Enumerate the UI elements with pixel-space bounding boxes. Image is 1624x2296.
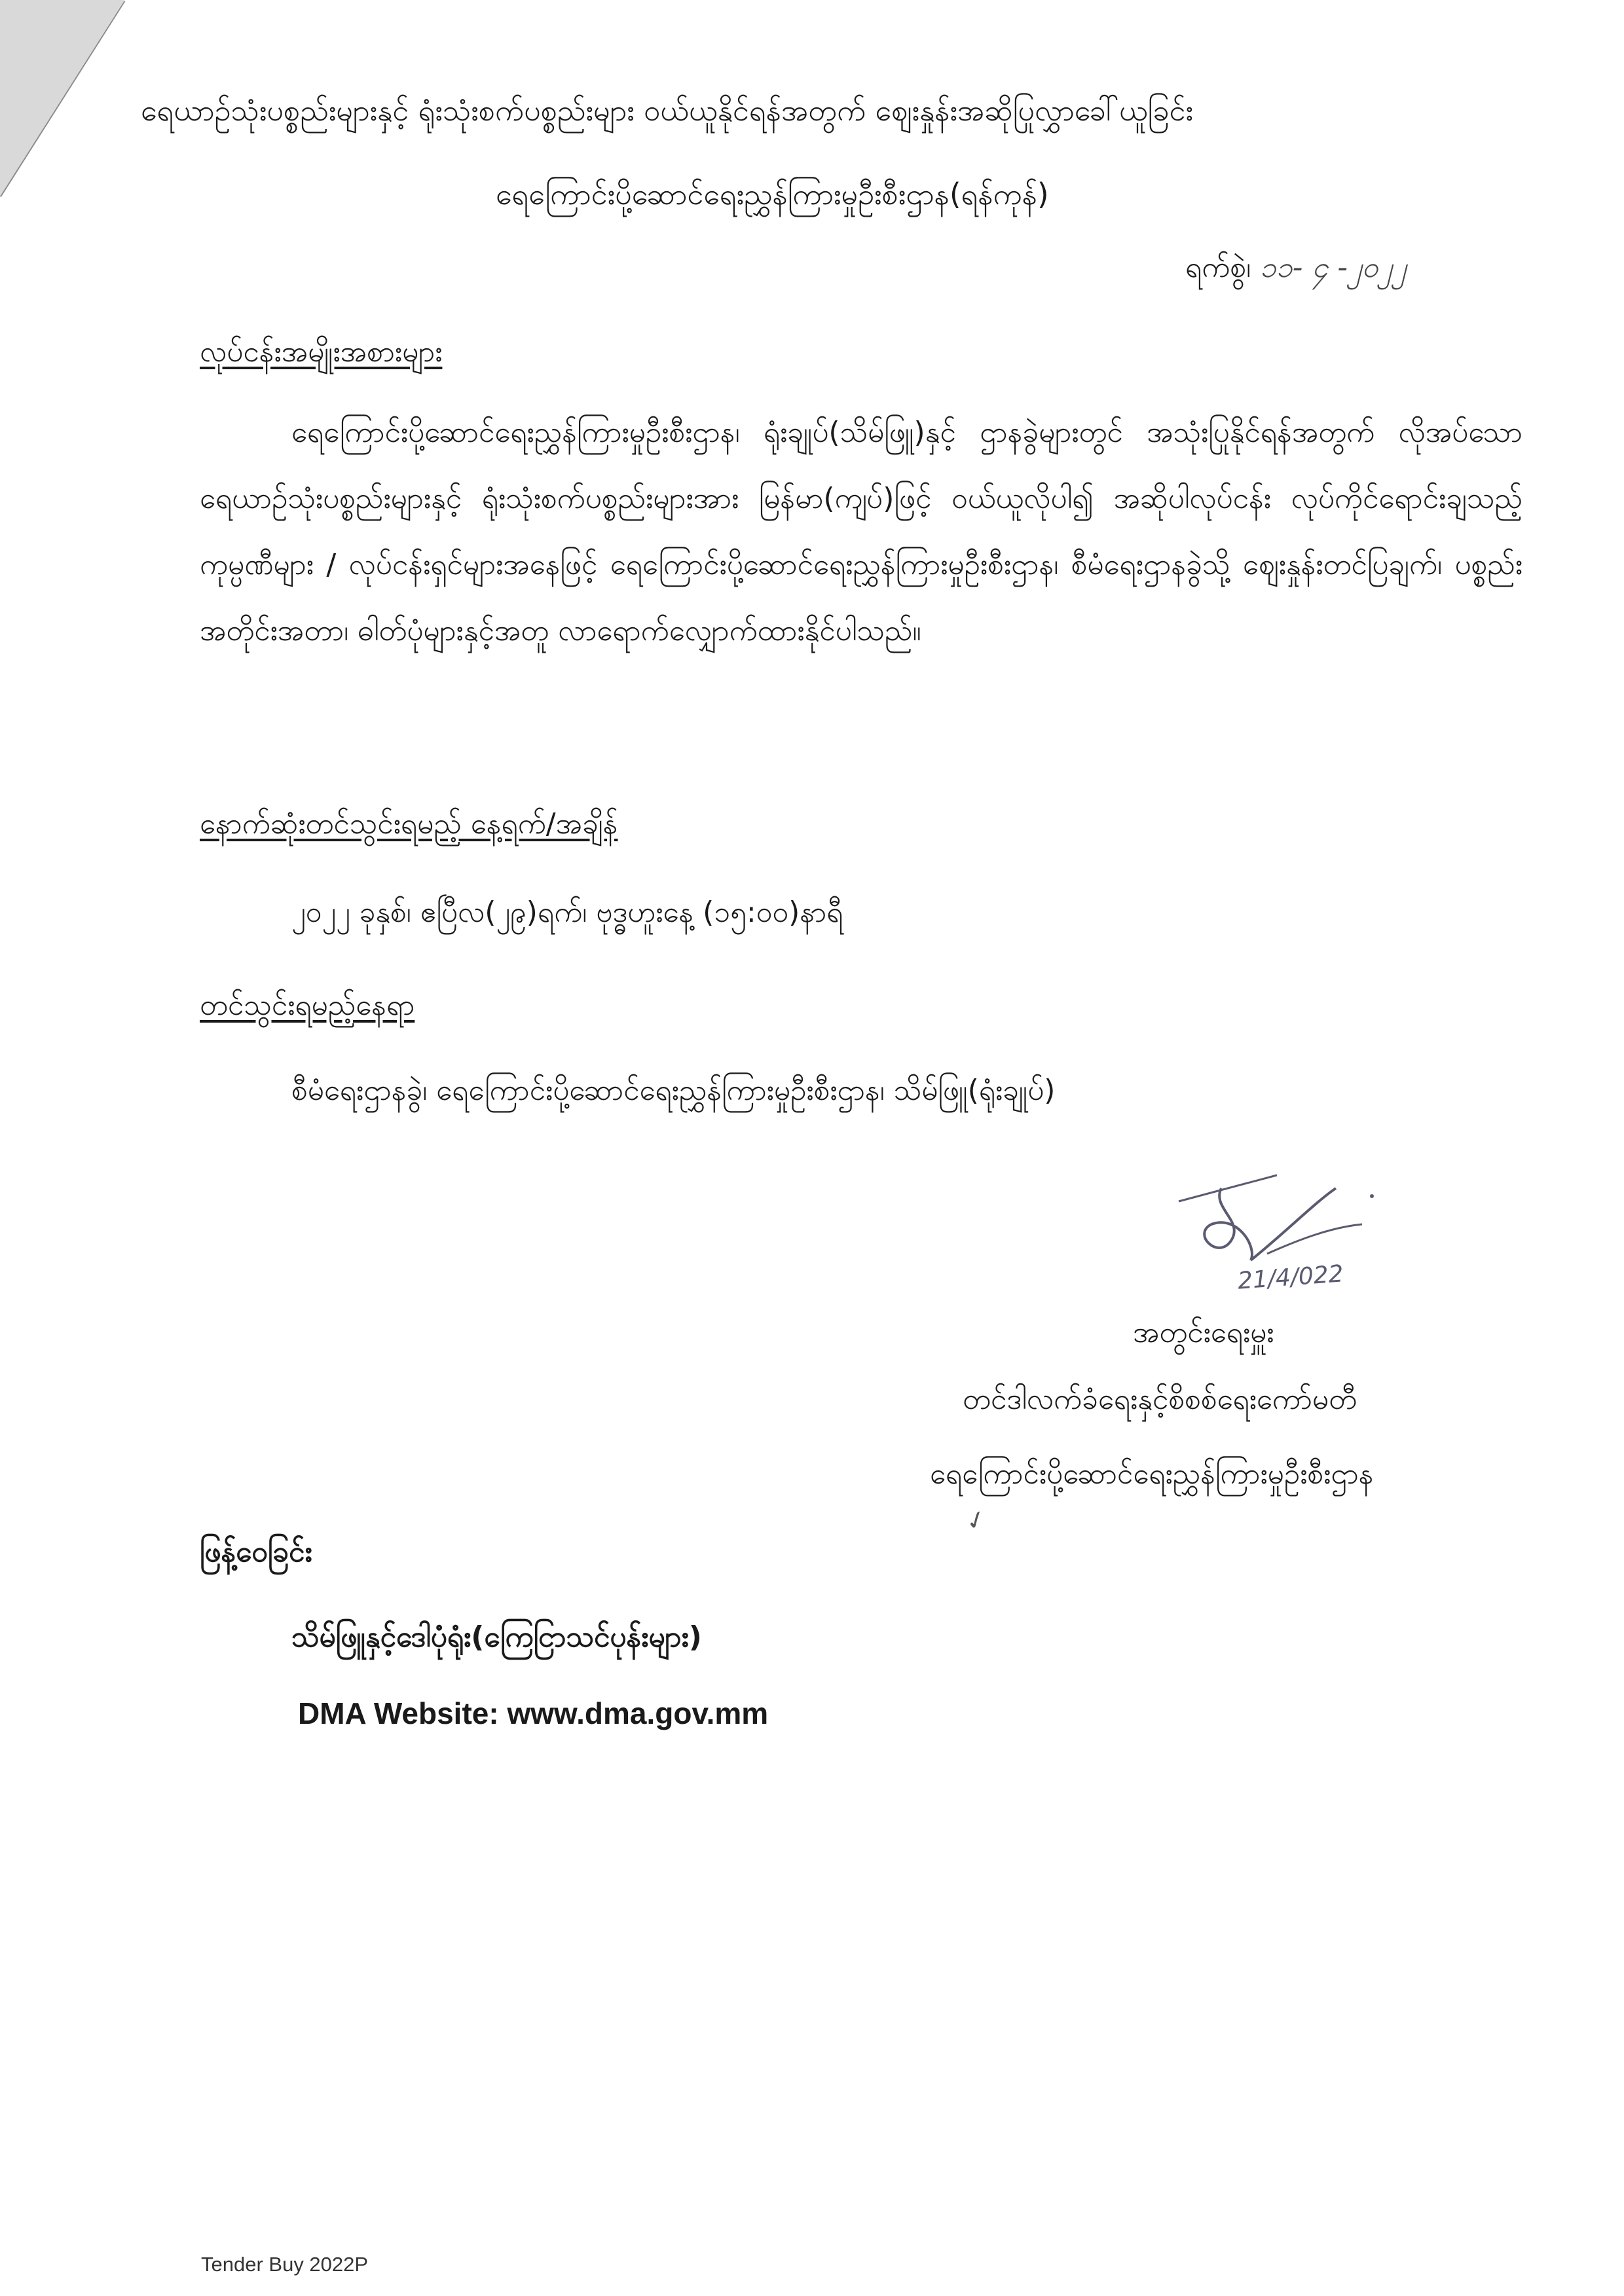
section-body-work-type: ရေကြောင်းပို့ဆောင်ရေးညွှန်ကြားမှုဦးစီးဌာန၊ ရုံးချုပ်(သိမ်ဖြူ)နှင့် ဌာနခွဲများတွင် အသုံးပြုနိုင်ရန်အတွက် လိုအပ်သော ရေယာဉ်သုံးပစ္စည်းများနှင့် ရုံးသုံးစက်ပစ္စည်းများအား မြန်မာ(ကျပ်)ဖြင့် ဝယ်ယူလိုပါ၍ အဆိုပါလုပ်ငန်း လုပ်ကိုင်ရောင်းချသည့် ကုမ္ပဏီများ / လုပ်ငန်းရှင်များအနေဖြင့် ရေကြောင်းပို့ဆောင်ရေးညွှန်ကြားမှုဦးစီးဌာန၊ စီမံရေးဌာနခွဲသို့ ဈေးနှုန်းတင်ပြချက်၊ ပစ္စည်းအတိုင်းအတာ၊ ဓါတ်ပုံများနှင့်အတူ လာရောက်လျှောက်ထားနိုင်ပါသည်။ bbox=[200, 416, 1523, 647]
footer-text: Tender Buy 2022P bbox=[201, 2253, 369, 2276]
distribution-heading: ဖြန့်ဝေခြင်း bbox=[200, 1535, 312, 1569]
website-link[interactable]: www.dma.gov.mm bbox=[507, 1696, 769, 1730]
date-label: ရက်စွဲ၊ bbox=[1185, 251, 1251, 284]
section-heading-submission-place: တင်သွင်းရမည့်နေရာ bbox=[200, 989, 415, 1022]
department-name: ရေကြောင်းပို့ဆောင်ရေးညွှန်ကြားမှုဦးစီးဌာန(ရန်ကုန်) bbox=[496, 177, 1049, 211]
date-value: ၁၁- ၄ -၂၀၂၂ bbox=[1260, 251, 1407, 284]
distribution-item: သိမ်ဖြူနှင့်ဒေါပုံရုံး(ကြေငြာသင်ပုန်းများ) bbox=[291, 1620, 702, 1654]
website-line bbox=[298, 1696, 768, 1732]
website-label: DMA Website: bbox=[298, 1696, 499, 1730]
signature-date: 21/4/022 bbox=[1236, 1260, 1344, 1295]
signatory-position: တင်ဒါလက်ခံရေးနှင့်စိစစ်ရေးကော်မတီ bbox=[963, 1383, 1357, 1416]
signatory-organization: ရေကြောင်းပို့ဆောင်ရေးညွှန်ကြားမှုဦးစီးဌာန bbox=[930, 1457, 1374, 1491]
document-title: ရေယာဉ်သုံးပစ္စည်းများနှင့် ရုံးသုံးစက်ပစ္စည်းများ ဝယ်ယူနိုင်ရန်အတွက် ဈေးနှုန်းအဆိုပြုလွှာခေါ်ယူခြင်း bbox=[141, 93, 1193, 128]
date-line bbox=[1185, 251, 1407, 285]
section-heading-work-type: လုပ်ငန်းအမျိုးအစားများ bbox=[200, 335, 443, 369]
signatory-title: အတွင်းရေးမှူး bbox=[1133, 1316, 1274, 1349]
initial-mark: ✓ bbox=[961, 1503, 991, 1538]
submission-place-text: စီမံရေးဌာနခွဲ၊ ရေကြောင်းပို့ဆောင်ရေးညွှန်ကြားမှုဦးစီးဌာန၊ သိမ်ဖြူ(ရုံးချုပ်) bbox=[291, 1074, 1056, 1107]
deadline-text: ၂၀၂၂ ခုနှစ်၊ ဧပြီလ(၂၉)ရက်၊ ဗုဒ္ဓဟူးနေ့ (၁၅:၀၀)နာရီ bbox=[291, 896, 843, 929]
section-heading-deadline: နောက်ဆုံးတင်သွင်းရမည့် နေ့ရက်/အချိန် bbox=[200, 807, 618, 841]
